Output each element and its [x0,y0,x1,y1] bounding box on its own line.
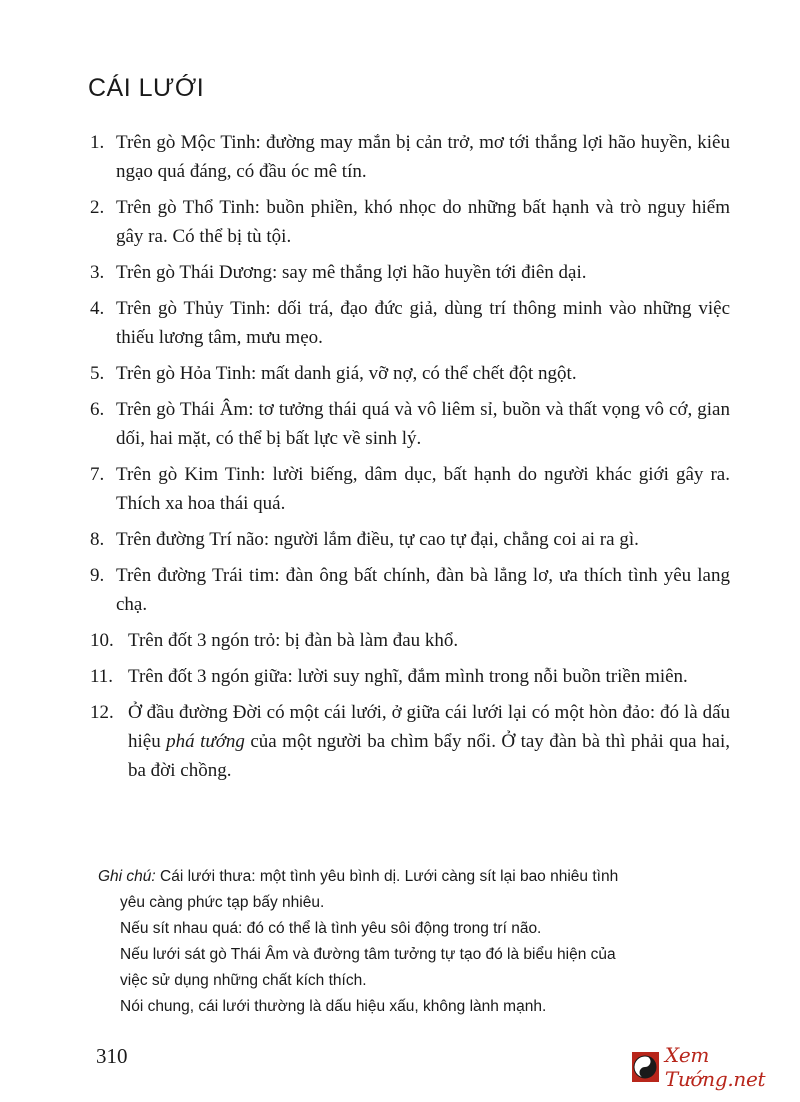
list-item [90,294,730,352]
item-text: Trên gò Thủy Tinh: dối trá, đạo đức giả, dùng trí thông minh vào những việc thiếu lương tâm, mưu mẹo. [116,298,730,348]
list-item [90,662,730,691]
item-number: 3. [90,262,105,283]
note-label: Ghi chú: [98,868,156,885]
note-block [98,864,728,1020]
page-title: CÁI LƯỚI [88,74,205,102]
list-item [90,128,730,186]
list-item [90,359,730,388]
note-text: việc sử dụng những chất kích thích. [120,972,367,989]
list-item [90,525,730,554]
note-text: Nói chung, cái lưới thường là dấu hiệu xấu, không lành mạnh. [120,998,547,1015]
item-text-part: của một người ba chìm bẩy nổi. Ở tay đàn bà thì phải qua hai, ba đời chồng. [128,731,730,781]
watermark-text: Xem Tướng.net [664,1043,766,1091]
note-text: Cái lưới thưa: một tình yêu bình dị. Lưới càng sít lại bao nhiêu tình [160,868,619,885]
list-item [90,460,730,518]
item-number: 11. [90,666,114,687]
item-text: Trên gò Hỏa Tinh: mất danh giá, vỡ nợ, có thể chết đột ngột. [116,363,577,384]
item-number: 10. [90,630,114,651]
list-item [90,561,730,619]
item-text [128,698,730,785]
item-text-part: Ở đầu đường Đời có một cái lưới, ở giữa cái lưới lại có một hòn đảo: đó là dấu hiệu [128,702,730,752]
page-number: 310 [96,1044,128,1068]
item-number: 1. [90,132,105,153]
item-text: Trên đốt 3 ngón trỏ: bị đàn bà làm đau khổ. [128,630,459,651]
item-text: Trên gò Thái Âm: tơ tưởng thái quá và vô liêm sỉ, buồn và thất vọng vô cớ, gian dối, hai mặt, có thể bị bất lực về sinh lý. [116,399,730,449]
item-number: 9. [90,565,105,586]
item-text: Trên đường Trái tim: đàn ông bất chính, đàn bà lẳng lơ, ưa thích tình yêu lang chạ. [116,565,730,615]
item-text: Trên gò Mộc Tinh: đường may mắn bị cản trở, mơ tới thắng lợi hão huyền, kiêu ngạo quá đáng, có đầu óc mê tín. [116,132,730,182]
item-number: 2. [90,197,105,218]
item-number: 6. [90,399,105,420]
item-number: 5. [90,363,105,384]
list-item [90,193,730,251]
item-text: Trên gò Thổ Tinh: buồn phiền, khó nhọc do những bất hạnh và trò nguy hiểm gây ra. Có thể bị tù tội. [116,197,730,247]
note-text: Nếu lưới sát gò Thái Âm và đường tâm tưởng tự tạo đó là biểu hiện của [120,946,616,963]
item-text: Trên đốt 3 ngón giữa: lười suy nghĩ, đắm mình trong nỗi buồn triền miên. [128,666,688,687]
site-watermark [632,1043,800,1091]
item-number: 12. [90,702,114,723]
list-item [90,698,730,785]
item-number: 7. [90,464,105,485]
item-text: Trên gò Kim Tinh: lười biếng, dâm dục, bất hạnh do người khác giới gây ra. Thích xa hoa thái quá. [116,464,730,514]
note-text: Nếu sít nhau quá: đó có thể là tình yêu sôi động trong trí não. [120,920,542,937]
item-number: 4. [90,298,105,319]
note-text: yêu càng phức tạp bấy nhiêu. [120,894,325,911]
list-item [90,626,730,655]
list-item [90,395,730,453]
list-item [90,258,730,287]
item-number: 8. [90,529,105,550]
yin-yang-icon [632,1052,659,1082]
meaning-list [90,128,730,792]
emphasis-term: phá tướng [166,731,245,752]
item-text: Trên gò Thái Dương: say mê thắng lợi hão huyền tới điên dại. [116,262,587,283]
item-text: Trên đường Trí não: người lắm điều, tự cao tự đại, chẳng coi ai ra gì. [116,529,639,550]
